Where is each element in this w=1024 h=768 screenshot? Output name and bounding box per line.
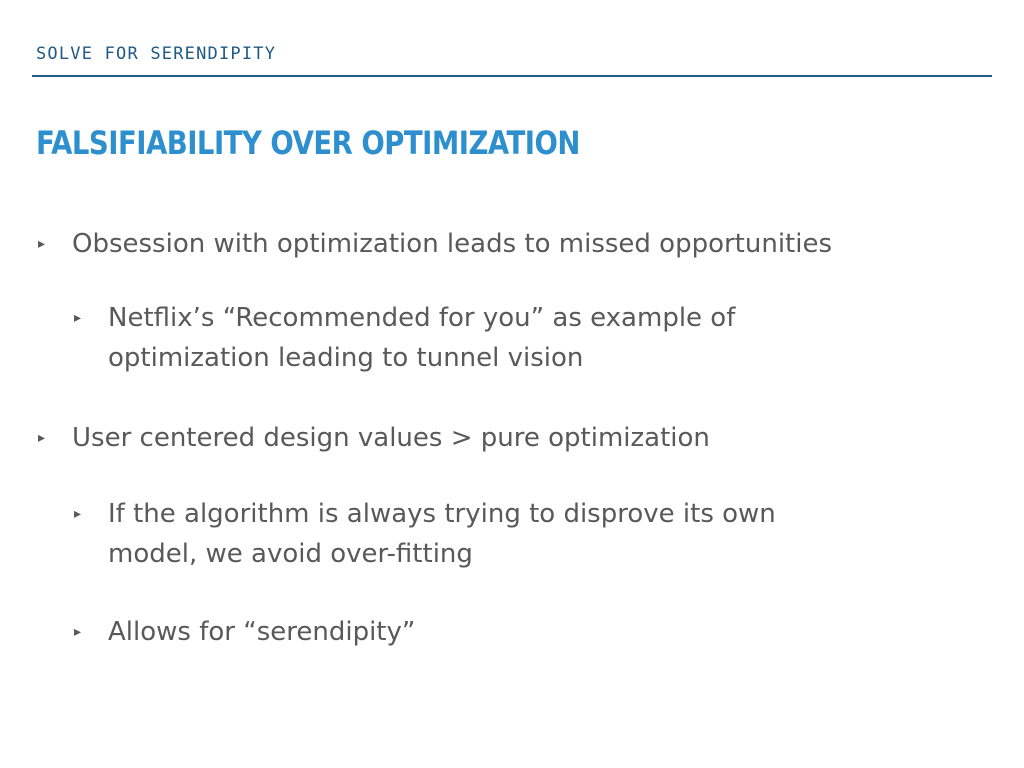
sub-bullet-item [74,612,415,652]
bullet-text: Obsession with optimization leads to missed opportunities [72,229,833,259]
bullet-text-line: model, we avoid over-fitting [108,539,473,569]
triangle-bullet-icon: ▸ [74,310,82,326]
triangle-bullet-icon: ▸ [38,430,46,446]
section-label: SOLVE FOR SERENDIPITY [36,44,277,64]
triangle-bullet-icon: ▸ [74,624,82,640]
sub-bullet-item [74,494,776,574]
bullet-text-line: If the algorithm is always trying to disprove its own [108,499,776,529]
bullet-text-line: optimization leading to tunnel vision [108,343,584,373]
header-divider [32,75,992,77]
bullet-item [38,224,832,264]
bullet-item [38,418,710,458]
sub-bullet-item [74,298,735,378]
bullet-text: User centered design values > pure optimization [72,423,710,453]
slide-title: FALSIFIABILITY OVER OPTIMIZATION [36,124,580,162]
bullet-text: Allows for “serendipity” [108,617,416,647]
triangle-bullet-icon: ▸ [74,506,82,522]
bullet-text-line: Netflix’s “Recommended for you” as example of [108,303,736,333]
triangle-bullet-icon: ▸ [38,236,46,252]
